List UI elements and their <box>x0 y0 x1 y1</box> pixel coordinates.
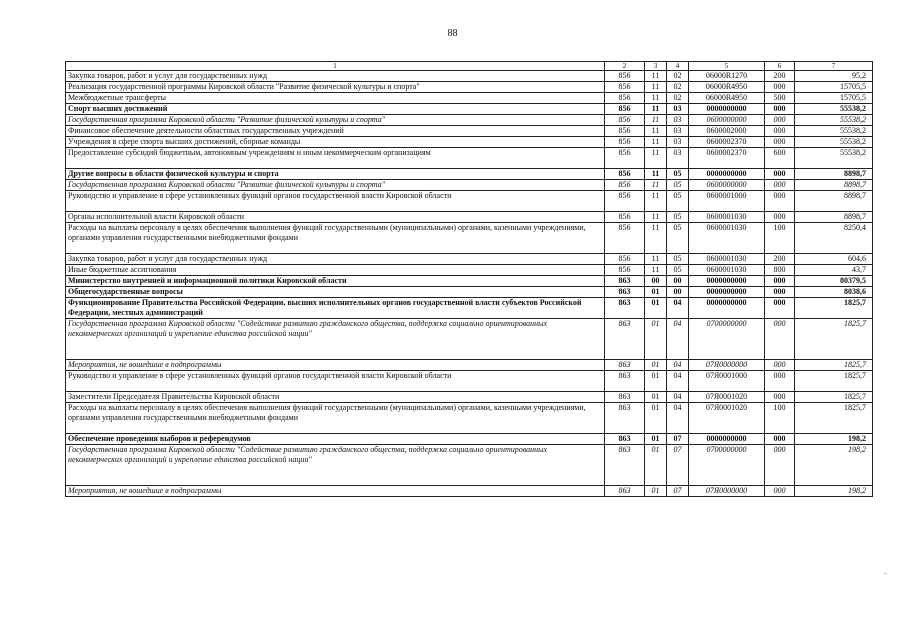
row-subsection-cell: 04 <box>667 319 689 360</box>
row-code-cell: 863 <box>605 445 645 486</box>
table-row <box>66 371 873 392</box>
row-section-cell: 00 <box>645 276 667 287</box>
row-amount-cell: 80379,5 <box>795 276 873 287</box>
row-target-article-cell: 0600002000 <box>689 126 765 137</box>
row-subsection-cell: 00 <box>667 276 689 287</box>
row-amount-cell: 55538,2 <box>795 148 873 169</box>
row-subsection-cell: 07 <box>667 434 689 445</box>
row-code-cell: 856 <box>605 191 645 212</box>
row-target-article-cell: 0000000000 <box>689 287 765 298</box>
table-row <box>66 265 873 276</box>
row-section-cell: 01 <box>645 360 667 371</box>
table-row <box>66 148 873 169</box>
table-row <box>66 445 873 486</box>
row-target-article-cell: 06000R4950 <box>689 93 765 104</box>
header-cell: 5 <box>689 62 765 71</box>
row-section-cell: 11 <box>645 169 667 180</box>
row-code-cell: 863 <box>605 371 645 392</box>
row-expense-type-cell: 000 <box>765 212 795 223</box>
row-target-article-cell: 06000R1270 <box>689 71 765 82</box>
row-section-cell: 11 <box>645 93 667 104</box>
row-name-cell: Органы исполнительной власти Кировской области <box>66 212 605 223</box>
table-row <box>66 392 873 403</box>
header-cell: 6 <box>765 62 795 71</box>
header-cell: 4 <box>667 62 689 71</box>
row-name-cell: Руководство и управление в сфере установленных функций органов государственной власти Кировской области <box>66 191 605 212</box>
row-amount-cell: 55538,2 <box>795 104 873 115</box>
row-section-cell: 11 <box>645 180 667 191</box>
row-expense-type-cell: 600 <box>765 148 795 169</box>
header-cell: 7 <box>795 62 873 71</box>
row-amount-cell: 43,7 <box>795 265 873 276</box>
row-amount-cell: 1825,7 <box>795 392 873 403</box>
row-subsection-cell: 05 <box>667 180 689 191</box>
row-code-cell: 863 <box>605 360 645 371</box>
row-section-cell: 01 <box>645 298 667 319</box>
row-expense-type-cell: 000 <box>765 137 795 148</box>
row-expense-type-cell: 000 <box>765 126 795 137</box>
row-amount-cell: 198,2 <box>795 486 873 497</box>
row-amount-cell: 55538,2 <box>795 115 873 126</box>
row-expense-type-cell: 000 <box>765 191 795 212</box>
row-amount-cell: 1825,7 <box>795 360 873 371</box>
table-header-row <box>66 62 873 71</box>
row-section-cell: 11 <box>645 191 667 212</box>
budget-table <box>65 61 873 497</box>
row-subsection-cell: 04 <box>667 403 689 434</box>
row-target-article-cell: 0600000000 <box>689 180 765 191</box>
row-section-cell: 11 <box>645 223 667 254</box>
row-amount-cell: 15705,5 <box>795 93 873 104</box>
row-expense-type-cell: 200 <box>765 71 795 82</box>
row-target-article-cell: 07Я0000000 <box>689 360 765 371</box>
table-row <box>66 434 873 445</box>
row-amount-cell: 95,2 <box>795 71 873 82</box>
row-section-cell: 01 <box>645 392 667 403</box>
row-expense-type-cell: 200 <box>765 254 795 265</box>
row-name-cell: Спорт высших достижений <box>66 104 605 115</box>
row-target-article-cell: 0600001000 <box>689 191 765 212</box>
row-subsection-cell: 05 <box>667 191 689 212</box>
row-name-cell: Министерство внутренней и информационной политики Кировской области <box>66 276 605 287</box>
row-code-cell: 856 <box>605 126 645 137</box>
row-section-cell: 01 <box>645 486 667 497</box>
row-code-cell: 863 <box>605 298 645 319</box>
header-cell: 1 <box>66 62 605 71</box>
row-section-cell: 11 <box>645 265 667 276</box>
row-subsection-cell: 04 <box>667 360 689 371</box>
table-row <box>66 104 873 115</box>
row-target-article-cell: 0600002370 <box>689 148 765 169</box>
row-subsection-cell: 05 <box>667 223 689 254</box>
table-row <box>66 486 873 497</box>
row-amount-cell: 1825,7 <box>795 319 873 360</box>
row-expense-type-cell: 000 <box>765 115 795 126</box>
row-amount-cell: 8038,6 <box>795 287 873 298</box>
row-name-cell: Предоставление субсидий бюджетным, автономным учреждениям и иным некоммерческим организациям <box>66 148 605 169</box>
row-code-cell: 863 <box>605 319 645 360</box>
row-name-cell: Иные бюджетные ассигнования <box>66 265 605 276</box>
row-code-cell: 856 <box>605 93 645 104</box>
row-amount-cell: 8250,4 <box>795 223 873 254</box>
row-amount-cell: 1825,7 <box>795 298 873 319</box>
row-target-article-cell: 0700000000 <box>689 319 765 360</box>
page-number: 88 <box>447 28 458 39</box>
row-expense-type-cell: 000 <box>765 298 795 319</box>
table-row <box>66 115 873 126</box>
row-code-cell: 856 <box>605 71 645 82</box>
table-row <box>66 319 873 360</box>
row-subsection-cell: 07 <box>667 486 689 497</box>
table-row <box>66 180 873 191</box>
row-expense-type-cell: 800 <box>765 265 795 276</box>
row-expense-type-cell: 000 <box>765 276 795 287</box>
table-row <box>66 276 873 287</box>
page-edge-mark: - <box>884 568 887 578</box>
table-row <box>66 223 873 254</box>
row-subsection-cell: 04 <box>667 298 689 319</box>
table-row <box>66 254 873 265</box>
row-expense-type-cell: 000 <box>765 392 795 403</box>
row-code-cell: 856 <box>605 254 645 265</box>
row-code-cell: 863 <box>605 276 645 287</box>
table-row <box>66 93 873 104</box>
row-amount-cell: 8898,7 <box>795 191 873 212</box>
row-target-article-cell: 0700000000 <box>689 445 765 486</box>
row-target-article-cell: 0000000000 <box>689 434 765 445</box>
row-name-cell: Закупка товаров, работ и услуг для государственных нужд <box>66 254 605 265</box>
row-name-cell: Другие вопросы в области физической культуры и спорта <box>66 169 605 180</box>
row-amount-cell: 8898,7 <box>795 180 873 191</box>
row-name-cell: Реализация государственной программы Кировской области "Развитие физической культуры и спорта" <box>66 82 605 93</box>
header-cell: 2 <box>605 62 645 71</box>
header-cell: 3 <box>645 62 667 71</box>
row-target-article-cell: 0000000000 <box>689 298 765 319</box>
row-section-cell: 01 <box>645 403 667 434</box>
row-section-cell: 11 <box>645 104 667 115</box>
row-subsection-cell: 03 <box>667 104 689 115</box>
row-target-article-cell: 0600001030 <box>689 223 765 254</box>
row-code-cell: 856 <box>605 115 645 126</box>
row-target-article-cell: 0600001030 <box>689 265 765 276</box>
row-expense-type-cell: 000 <box>765 434 795 445</box>
row-name-cell: Расходы на выплаты персоналу в целях обеспечения выполнения функций государственными (муниципальными) органами, казенными учреждениями, органами управления государственными внебюджетными фондами <box>66 223 605 254</box>
row-subsection-cell: 05 <box>667 265 689 276</box>
table-row <box>66 212 873 223</box>
row-amount-cell: 15705,5 <box>795 82 873 93</box>
row-subsection-cell: 07 <box>667 445 689 486</box>
row-expense-type-cell: 000 <box>765 360 795 371</box>
row-expense-type-cell: 000 <box>765 82 795 93</box>
row-subsection-cell: 05 <box>667 212 689 223</box>
row-expense-type-cell: 000 <box>765 371 795 392</box>
row-expense-type-cell: 500 <box>765 93 795 104</box>
table-row <box>66 137 873 148</box>
row-section-cell: 01 <box>645 445 667 486</box>
row-code-cell: 856 <box>605 82 645 93</box>
table-row <box>66 71 873 82</box>
row-subsection-cell: 05 <box>667 169 689 180</box>
row-name-cell: Межбюджетные трансферты <box>66 93 605 104</box>
row-code-cell: 863 <box>605 434 645 445</box>
row-section-cell: 01 <box>645 287 667 298</box>
row-expense-type-cell: 100 <box>765 403 795 434</box>
row-amount-cell: 1825,7 <box>795 371 873 392</box>
row-name-cell: Функционирование Правительства Российской Федерации, высших исполнительных органов государственной власти субъектов Российской Федерации, местных администраций <box>66 298 605 319</box>
row-code-cell: 856 <box>605 180 645 191</box>
row-target-article-cell: 0000000000 <box>689 104 765 115</box>
row-section-cell: 01 <box>645 371 667 392</box>
table-row <box>66 191 873 212</box>
row-target-article-cell: 06000R4950 <box>689 82 765 93</box>
row-section-cell: 11 <box>645 82 667 93</box>
row-amount-cell: 8898,7 <box>795 169 873 180</box>
row-target-article-cell: 07Я0001020 <box>689 392 765 403</box>
row-amount-cell: 55538,2 <box>795 137 873 148</box>
table-row <box>66 360 873 371</box>
table-row <box>66 403 873 434</box>
row-section-cell: 11 <box>645 212 667 223</box>
row-code-cell: 856 <box>605 223 645 254</box>
row-expense-type-cell: 000 <box>765 319 795 360</box>
row-target-article-cell: 07Я0001020 <box>689 403 765 434</box>
table-body <box>66 62 873 497</box>
row-subsection-cell: 03 <box>667 137 689 148</box>
row-section-cell: 11 <box>645 115 667 126</box>
row-section-cell: 11 <box>645 137 667 148</box>
row-code-cell: 856 <box>605 212 645 223</box>
table-row <box>66 82 873 93</box>
row-name-cell: Финансовое обеспечение деятельности областных государственных учреждений <box>66 126 605 137</box>
row-subsection-cell: 04 <box>667 371 689 392</box>
row-target-article-cell: 0600001030 <box>689 254 765 265</box>
row-expense-type-cell: 000 <box>765 104 795 115</box>
row-code-cell: 856 <box>605 265 645 276</box>
row-name-cell: Государственная программа Кировской области "Развитие физической культуры и спорта" <box>66 180 605 191</box>
row-amount-cell: 198,2 <box>795 434 873 445</box>
row-subsection-cell: 02 <box>667 82 689 93</box>
row-code-cell: 863 <box>605 392 645 403</box>
row-amount-cell: 1825,7 <box>795 403 873 434</box>
row-subsection-cell: 04 <box>667 392 689 403</box>
row-section-cell: 01 <box>645 319 667 360</box>
table-row <box>66 287 873 298</box>
row-target-article-cell: 0000000000 <box>689 169 765 180</box>
row-code-cell: 863 <box>605 287 645 298</box>
row-name-cell: Государственная программа Кировской области "Развитие физической культуры и спорта" <box>66 115 605 126</box>
row-target-article-cell: 0000000000 <box>689 276 765 287</box>
row-target-article-cell: 0600000000 <box>689 115 765 126</box>
row-expense-type-cell: 000 <box>765 287 795 298</box>
table-row <box>66 298 873 319</box>
row-target-article-cell: 0600002370 <box>689 137 765 148</box>
row-code-cell: 863 <box>605 486 645 497</box>
row-subsection-cell: 02 <box>667 71 689 82</box>
row-name-cell: Руководство и управление в сфере установленных функций органов государственной власти Кировской области <box>66 371 605 392</box>
row-section-cell: 11 <box>645 126 667 137</box>
row-name-cell: Мероприятия, не вошедшие в подпрограммы <box>66 360 605 371</box>
row-expense-type-cell: 000 <box>765 169 795 180</box>
row-section-cell: 11 <box>645 254 667 265</box>
row-expense-type-cell: 000 <box>765 180 795 191</box>
row-target-article-cell: 07Я0000000 <box>689 486 765 497</box>
row-name-cell: Обеспечение проведения выборов и референдумов <box>66 434 605 445</box>
row-code-cell: 856 <box>605 104 645 115</box>
row-name-cell: Мероприятия, не вошедшие в подпрограммы <box>66 486 605 497</box>
row-name-cell: Заместители Председателя Правительства Кировской области <box>66 392 605 403</box>
row-amount-cell: 8898,7 <box>795 212 873 223</box>
row-subsection-cell: 03 <box>667 126 689 137</box>
row-code-cell: 856 <box>605 169 645 180</box>
row-name-cell: Учреждения в сфере спорта высших достижений, сборные команды <box>66 137 605 148</box>
row-subsection-cell: 00 <box>667 287 689 298</box>
row-name-cell: Закупка товаров, работ и услуг для государственных нужд <box>66 71 605 82</box>
row-amount-cell: 55538,2 <box>795 126 873 137</box>
row-subsection-cell: 05 <box>667 254 689 265</box>
table-row <box>66 126 873 137</box>
row-code-cell: 856 <box>605 137 645 148</box>
row-section-cell: 11 <box>645 148 667 169</box>
row-amount-cell: 198,2 <box>795 445 873 486</box>
row-name-cell: Общегосударственные вопросы <box>66 287 605 298</box>
row-subsection-cell: 03 <box>667 148 689 169</box>
row-section-cell: 01 <box>645 434 667 445</box>
row-expense-type-cell: 000 <box>765 486 795 497</box>
row-expense-type-cell: 100 <box>765 223 795 254</box>
row-name-cell: Государственная программа Кировской области "Содействие развитию гражданского общества, поддержка социально ориентированных некоммерческих организаций и укрепление единства российской нации" <box>66 319 605 360</box>
row-target-article-cell: 07Я0001000 <box>689 371 765 392</box>
row-section-cell: 11 <box>645 71 667 82</box>
row-expense-type-cell: 000 <box>765 445 795 486</box>
row-name-cell: Государственная программа Кировской области "Содействие развитию гражданского общества, поддержка социально ориентированных некоммерческих организаций и укрепление единства российской нации" <box>66 445 605 486</box>
row-name-cell: Расходы на выплаты персоналу в целях обеспечения выполнения функций государственными (муниципальными) органами, казенными учреждениями, органами управления государственными внебюджетными фондами <box>66 403 605 434</box>
row-amount-cell: 604,6 <box>795 254 873 265</box>
table-row <box>66 169 873 180</box>
row-subsection-cell: 02 <box>667 93 689 104</box>
row-subsection-cell: 03 <box>667 115 689 126</box>
row-code-cell: 856 <box>605 148 645 169</box>
row-target-article-cell: 0600001030 <box>689 212 765 223</box>
row-code-cell: 863 <box>605 403 645 434</box>
